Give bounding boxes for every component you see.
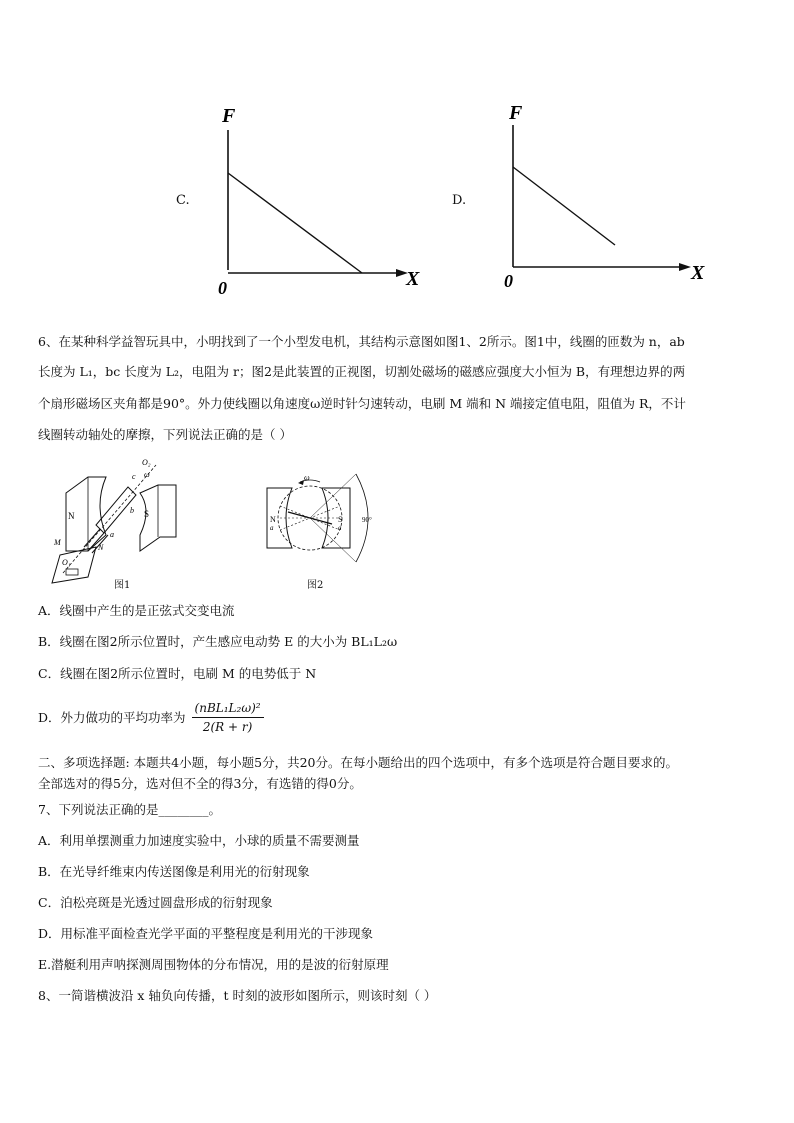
- q6-option-d-numerator: (nBL₁L₂ω)²: [192, 700, 264, 718]
- q6-line-4: 线圈转动轴处的摩擦，下列说法正确的是（ ）: [38, 427, 292, 442]
- q6-line-1: 6、在某种科学益智玩具中，小明找到了一个小型发电机，其结构示意图如图1、2所示。图1中，线圈的匝数为 n，ab: [38, 334, 685, 349]
- fig1-o2-label: O₂: [142, 458, 151, 467]
- figure-2-front-view: [262, 468, 382, 568]
- fig1-n2-label: N: [98, 543, 104, 552]
- graph-c-line: [228, 173, 362, 273]
- q6-option-d-denominator: 2(R + r): [202, 720, 253, 734]
- q6-option-d: [38, 700, 264, 735]
- option-c-label: C.: [176, 193, 190, 208]
- fig1-c-label: c: [132, 472, 136, 481]
- fig1-o1-label: O₁: [62, 558, 71, 567]
- q6-option-b: B．线圈在图2所示位置时，产生感应电动势 E 的大小为 BL₁L₂ω: [38, 634, 398, 649]
- fig2-s-label: S: [338, 515, 343, 524]
- q7-stem: 7、下列说法正确的是________。: [38, 802, 221, 817]
- graph-d-origin: 0: [504, 271, 513, 291]
- graph-c: [210, 100, 430, 300]
- fig2-a-right: a: [338, 524, 342, 532]
- fig2-n-label: N: [270, 515, 276, 524]
- graph-c-origin: 0: [218, 278, 227, 298]
- option-d-label: D.: [452, 193, 467, 208]
- q7-option-e: E.潜艇利用声呐探测周围物体的分布情况，用的是波的衍射原理: [38, 957, 389, 972]
- q6-option-c: C．线圈在图2所示位置时，电刷 M 的电势低于 N: [38, 666, 317, 681]
- graph-d: [495, 95, 725, 295]
- q6-option-d-prefix: D．外力做功的平均功率为: [38, 709, 186, 725]
- fig1-omega-label: ω: [144, 470, 150, 479]
- q6-option-a: A．线圈中产生的是正弦式交变电流: [38, 603, 235, 618]
- fig1-b-label: b: [130, 506, 134, 515]
- figure-1-caption: 图1: [114, 580, 131, 591]
- fig1-s-label: S: [144, 509, 150, 519]
- fig1-a-label: a: [110, 530, 114, 539]
- q8-stem: 8、一简谐横波沿 x 轴负向传播，t 时刻的波形如图所示，则该时刻（ ）: [38, 988, 437, 1003]
- fig2-angle-label: 90°: [362, 516, 372, 524]
- section-2-line-2: 全部选对的得5分，选对但不全的得3分，有选错的得0分。: [38, 776, 362, 791]
- graph-d-x-arrow: [679, 263, 691, 271]
- fig2-omega-label: ω: [304, 473, 310, 482]
- graph-d-y-label: F: [509, 102, 523, 124]
- figure-2-caption: 图2: [307, 580, 324, 591]
- fig1-n-label: N: [68, 511, 75, 521]
- q7-option-d: D．用标准平面检查光学平面的平整程度是利用光的干涉现象: [38, 926, 374, 941]
- graph-c-x-label: X: [406, 268, 420, 290]
- q7-option-a: A．利用单摆测重力加速度实验中，小球的质量不需要测量: [38, 833, 360, 848]
- q7-option-b: B．在光导纤维束内传送图像是利用光的衍射现象: [38, 864, 310, 879]
- fig2-a-left: a: [270, 524, 274, 532]
- q6-option-d-fraction: [192, 700, 264, 735]
- figure-1-generator: [48, 455, 198, 590]
- q6-line-3: 个扇形磁场区夹角都是90°。外力使线圈以角速度ω逆时针匀速转动，电刷 M 端和 N 端接定值电阻，阻值为 R，不计: [38, 396, 686, 411]
- graph-d-line: [513, 167, 615, 245]
- graph-d-x-label: X: [691, 262, 705, 284]
- q7-option-c: C．泊松亮斑是光透过圆盘形成的衍射现象: [38, 895, 273, 910]
- fig1-m-label: M: [54, 538, 61, 547]
- section-2-line-1: 二、多项选择题: 本题共4小题，每小题5分，共20分。在每小题给出的四个选项中，有多个选项是符合题目要求的。: [38, 755, 678, 770]
- graph-c-y-label: F: [222, 105, 236, 127]
- q6-line-2: 长度为 L₁，bc 长度为 L₂，电阻为 r；图2是此装置的正视图，切割处磁场的磁感应强度大小恒为 B，有理想边界的两: [38, 364, 686, 379]
